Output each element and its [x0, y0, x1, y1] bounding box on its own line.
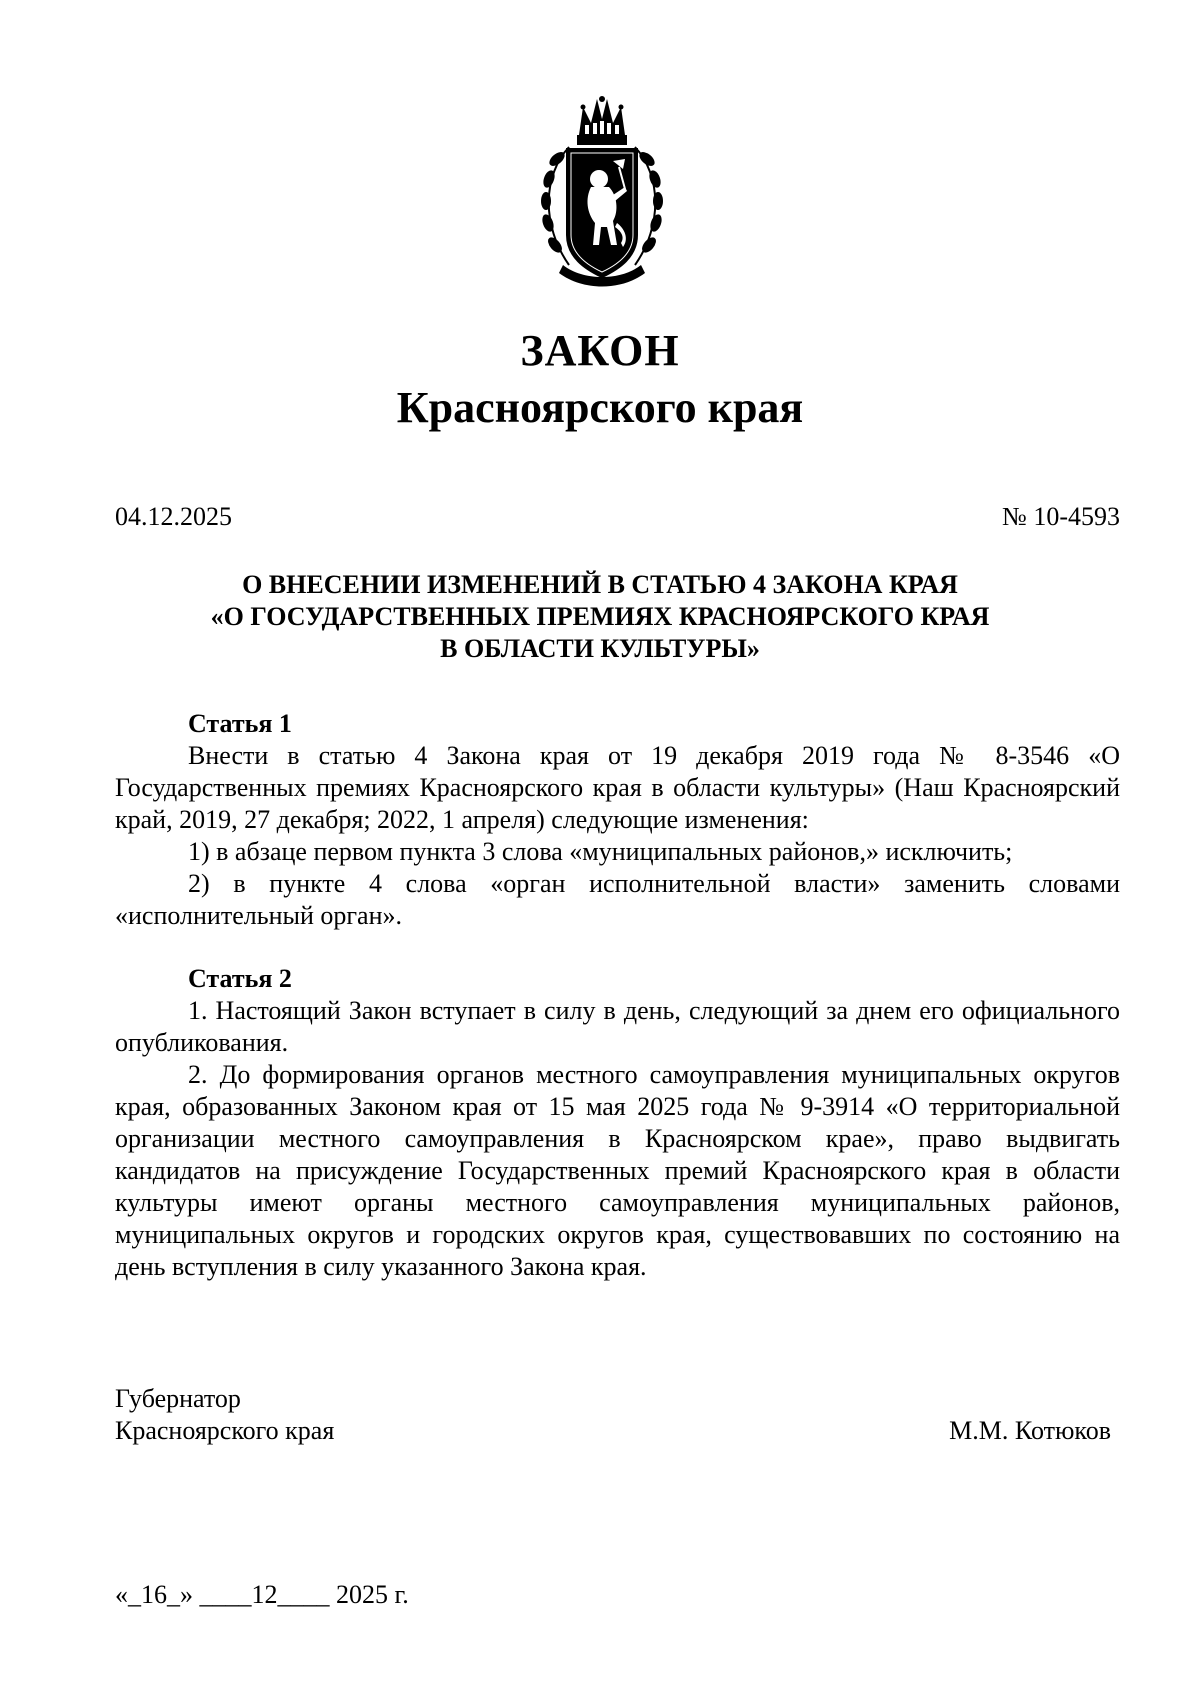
signatory-position [115, 1383, 334, 1447]
law-heading-line: О ВНЕСЕНИИ ИЗМЕНЕНИЙ В СТАТЬЮ 4 ЗАКОНА КРАЯ [242, 570, 958, 599]
coat-of-arms-icon [533, 95, 671, 293]
document-number: № 10-4593 [1002, 502, 1120, 531]
article-1-body [115, 740, 1120, 932]
article-1-item-1: 1) в абзаце первом пункта 3 слова «муниципальных районов,» исключить; [188, 837, 1013, 866]
article-1-intro: Внести в статью 4 Закона края от 19 декабря 2019 года № 8-3546 «О Государственных премиях Красноярского края в области культуры» (Наш Красноярский край, 2019, 27 декабря; 2022, 1 апреля) следующие изменения: [115, 741, 1120, 834]
article-1-title: Статья 1 [188, 709, 292, 738]
document-title: ЗАКОН [520, 326, 680, 375]
article-2-title: Статья 2 [188, 964, 292, 993]
law-heading [0, 569, 1200, 665]
document-date: 04.12.2025 [115, 502, 232, 531]
article-2-body [115, 995, 1120, 1283]
law-heading-line: «О ГОСУДАРСТВЕННЫХ ПРЕМИЯХ КРАСНОЯРСКОГО КРАЯ [210, 602, 990, 631]
document-subtitle: Красноярского края [396, 383, 804, 432]
law-heading-line: В ОБЛАСТИ КУЛЬТУРЫ» [440, 634, 760, 663]
article-2-paragraph-2: 2. До формирования органов местного самоуправления муниципальных округов края, образованных Законом края от 15 мая 2025 года № 9-3914 «О территориальной организации местного самоуправления в Красноярском крае», право выдвигать кандидатов на присуждение Государственных премий Красноярского края в области культуры имеют органы местного самоуправления муниципальных районов, муниципальных округов и городских округов края, существовавших по состоянию на день вступления в силу указанного Закона края. [115, 1060, 1120, 1281]
article-2-paragraph-1: 1. Настоящий Закон вступает в силу в день, следующий за днем его официального опубликования. [115, 996, 1120, 1057]
article-1-item-2: 2) в пункте 4 слова «орган исполнительной власти» заменить словами «исполнительный орган». [115, 869, 1120, 930]
signatory-position-line: Красноярского края [115, 1416, 335, 1445]
signatory-name: М.М. Котюков [949, 1416, 1111, 1445]
signing-date: «_16_» ____12____ 2025 г. [115, 1580, 409, 1609]
signatory-position-line: Губернатор [115, 1384, 241, 1413]
